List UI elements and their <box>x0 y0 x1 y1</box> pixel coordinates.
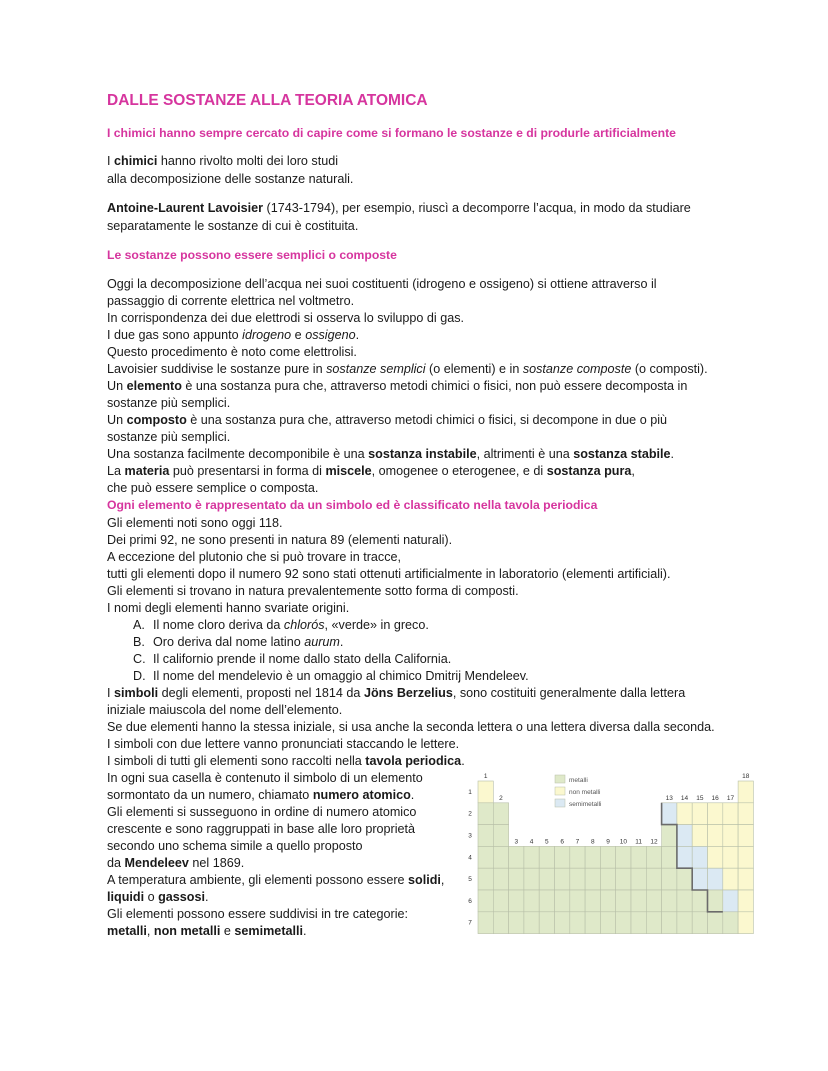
paragraph-line: Gli elementi si trovano in natura prevalentemente sotto forma di composti. <box>107 584 519 598</box>
paragraph-line: I simboli degli elementi, proposti nel 1814 da Jöns Berzelius, sono costituiti generalmente dalla lettera <box>107 686 686 700</box>
element-cell <box>600 912 615 934</box>
element-cell <box>509 912 524 934</box>
legend-label: non metalli <box>569 789 601 796</box>
period-label: 7 <box>468 919 472 927</box>
element-cell <box>692 803 707 825</box>
element-cell <box>708 868 723 890</box>
element-cell <box>509 890 524 912</box>
paragraph-line: che può essere semplice o composta. <box>107 481 319 495</box>
element-cell <box>723 803 738 825</box>
group-label: 1 <box>483 773 488 780</box>
period-label: 6 <box>468 897 472 905</box>
period-label: 4 <box>468 854 472 862</box>
paragraph-line: tutti gli elementi dopo il numero 92 sono stati ottenuti artificialmente in laboratorio (elementi artificiali). <box>107 567 671 581</box>
element-cell <box>631 846 646 868</box>
paragraph-line: In ogni sua casella è contenuto il simbolo di un elemento <box>107 771 423 785</box>
element-cell <box>662 803 677 825</box>
list-item: C. Il californio prende il nome dallo stato della California. <box>133 652 452 666</box>
paragraph-line: sostanze più semplici. <box>107 430 231 444</box>
paragraph-line: da Mendeleev nel 1869. <box>107 856 245 870</box>
element-cell <box>677 846 692 868</box>
period-label: 2 <box>468 810 472 818</box>
paragraph-line: sormontato da un numero, chiamato numero atomico. <box>107 788 415 802</box>
element-cell <box>570 912 585 934</box>
element-cell <box>708 890 723 912</box>
element-cell <box>616 846 631 868</box>
group-label: 18 <box>742 773 750 780</box>
element-cell <box>723 912 738 934</box>
element-cell <box>478 781 493 803</box>
paragraph-line: alla decomposizione delle sostanze naturali. <box>107 172 354 186</box>
paragraph-line: I simboli con due lettere vanno pronunciati staccando le lettere. <box>107 737 460 751</box>
element-cell <box>524 846 539 868</box>
element-cell <box>509 868 524 890</box>
element-cell <box>662 846 677 868</box>
element-cell <box>738 846 753 868</box>
element-cell <box>723 825 738 847</box>
group-label: 7 <box>575 838 580 846</box>
element-cell <box>539 912 554 934</box>
paragraph-line: A eccezione del plutonio che si può trovare in tracce, <box>107 550 402 564</box>
element-cell <box>524 912 539 934</box>
paragraph-line: liquidi o gassosi. <box>107 890 209 904</box>
element-cell <box>646 846 661 868</box>
periodic-table-diagram <box>460 770 760 935</box>
list-item: A. Il nome cloro deriva da chlorós, «verde» in greco. <box>133 618 429 632</box>
element-cell <box>555 868 570 890</box>
element-cell <box>708 912 723 934</box>
paragraph-line: I chimici hanno rivolto molti dei loro studi <box>107 154 339 168</box>
legend-label: semimetalli <box>569 801 602 808</box>
paragraph-line: metalli, non metalli e semimetalli. <box>107 924 307 938</box>
element-cell <box>692 912 707 934</box>
paragraph-line: passaggio di corrente elettrica nel voltmetro. <box>107 294 355 308</box>
group-label: 17 <box>726 794 735 802</box>
group-label: 13 <box>665 794 673 802</box>
group-label: 5 <box>545 838 549 846</box>
element-cell <box>677 825 692 847</box>
element-cell <box>646 912 661 934</box>
element-cell <box>539 846 554 868</box>
group-label: 15 <box>696 794 704 802</box>
element-cell <box>570 868 585 890</box>
group-label: 10 <box>619 838 627 846</box>
paragraph-line: I simboli di tutti gli elementi sono raccolti nella tavola periodica. <box>107 754 465 768</box>
paragraph-line: In corrispondenza dei due elettrodi si osserva lo sviluppo di gas. <box>107 311 465 325</box>
period-label: 1 <box>468 788 472 796</box>
element-cell <box>585 912 600 934</box>
element-cell <box>662 825 677 847</box>
element-cell <box>478 890 493 912</box>
element-cell <box>662 890 677 912</box>
paragraph-line: iniziale maiuscola del nome dell’elemento. <box>107 703 343 717</box>
element-cell <box>570 846 585 868</box>
element-cell <box>708 825 723 847</box>
element-cell <box>493 846 508 868</box>
group-label: 11 <box>635 838 643 846</box>
element-cell <box>478 912 493 934</box>
list-item: D. Il nome del mendelevio è un omaggio al chimico Dmitrij Mendeleev. <box>133 669 529 683</box>
element-cell <box>478 803 493 825</box>
element-cell <box>662 868 677 890</box>
group-label: 8 <box>590 838 595 846</box>
paragraph-line: Antoine-Laurent Lavoisier (1743-1794), per esempio, riuscì a decomporre l’acqua, in modo da studiare <box>107 201 691 215</box>
element-cell <box>738 803 753 825</box>
paragraph-line: Se due elementi hanno la stessa iniziale, si usa anche la seconda lettera o una lettera diversa dalla seconda. <box>107 720 715 734</box>
element-cell <box>662 912 677 934</box>
paragraph-line: Lavoisier suddivise le sostanze pure in sostanze semplici (o elementi) e in sostanze composte (o composti). <box>107 362 708 376</box>
paragraph-line: Gli elementi noti sono oggi 118. <box>107 516 283 530</box>
group-label: 6 <box>560 838 564 846</box>
paragraph-line: Dei primi 92, ne sono presenti in natura 89 (elementi naturali). <box>107 533 453 547</box>
group-label: 3 <box>514 838 519 846</box>
legend-swatch <box>555 775 565 783</box>
element-cell <box>692 868 707 890</box>
paragraph-line: Questo procedimento è noto come elettrolisi. <box>107 345 357 359</box>
element-cell <box>708 846 723 868</box>
element-cell <box>616 890 631 912</box>
period-label: 3 <box>468 832 472 840</box>
element-cell <box>646 868 661 890</box>
element-cell <box>600 890 615 912</box>
paragraph-line: Gli elementi si susseguono in ordine di numero atomico <box>107 805 417 819</box>
paragraph-line: crescente e sono raggruppati in base alle loro proprietà <box>107 822 416 836</box>
element-cell <box>677 803 692 825</box>
element-cell <box>708 803 723 825</box>
element-cell <box>585 890 600 912</box>
element-cell <box>585 868 600 890</box>
element-cell <box>524 890 539 912</box>
element-cell <box>677 868 692 890</box>
element-cell <box>539 868 554 890</box>
element-cell <box>616 868 631 890</box>
group-label: 4 <box>529 838 534 846</box>
paragraph-line: I due gas sono appunto idrogeno e ossigeno. <box>107 328 360 342</box>
legend-swatch <box>555 799 565 807</box>
element-cell <box>631 868 646 890</box>
element-cell <box>616 912 631 934</box>
section-heading-3: Ogni elemento è rappresentato da un simbolo ed è classificato nella tavola periodica <box>107 498 598 512</box>
group-label: 2 <box>499 794 503 802</box>
section-heading-2: Le sostanze possono essere semplici o composte <box>107 248 397 262</box>
element-cell <box>692 846 707 868</box>
element-cell <box>677 912 692 934</box>
group-label: 16 <box>711 794 719 802</box>
element-cell <box>555 890 570 912</box>
legend-swatch <box>555 787 565 795</box>
paragraph-line: Gli elementi possono essere suddivisi in tre categorie: <box>107 907 409 921</box>
element-cell <box>478 825 493 847</box>
element-cell <box>738 825 753 847</box>
section-heading-1: I chimici hanno sempre cercato di capire come si formano le sostanze e di produrle artificialmente <box>107 126 676 140</box>
element-cell <box>585 846 600 868</box>
group-label: 12 <box>650 838 658 846</box>
element-cell <box>493 803 508 825</box>
element-cell <box>723 868 738 890</box>
group-label: 9 <box>606 838 610 846</box>
element-cell <box>509 846 524 868</box>
legend-label: metalli <box>569 777 588 784</box>
element-cell <box>631 912 646 934</box>
element-cell <box>570 890 585 912</box>
element-cell <box>524 868 539 890</box>
element-cell <box>631 890 646 912</box>
group-label: 14 <box>680 794 689 802</box>
element-cell <box>692 890 707 912</box>
element-cell <box>493 890 508 912</box>
element-cell <box>738 890 753 912</box>
element-cell <box>738 912 753 934</box>
element-cell <box>692 825 707 847</box>
paragraph-line: La materia può presentarsi in forma di miscele, omogenee o eterogenee, e di sostanza pura, <box>107 464 635 478</box>
paragraph-line: I nomi degli elementi hanno svariate origini. <box>107 601 350 615</box>
element-cell <box>555 912 570 934</box>
element-cell <box>478 868 493 890</box>
paragraph-line: secondo uno schema simile a quello proposto <box>107 839 363 853</box>
paragraph-line: Una sostanza facilmente decomponibile è una sostanza instabile, altrimenti è una sostanza stabile. <box>107 447 675 461</box>
list-item: B. Oro deriva dal nome latino aurum. <box>133 635 344 649</box>
period-label: 5 <box>468 876 472 884</box>
element-cell <box>677 890 692 912</box>
paragraph-line: separatamente le sostanze di cui è costituita. <box>107 219 359 233</box>
element-cell <box>723 890 738 912</box>
paragraph-line: Oggi la decomposizione dell’acqua nei suoi costituenti (idrogeno e ossigeno) si ottiene attraverso il <box>107 277 657 291</box>
element-cell <box>493 912 508 934</box>
element-cell <box>478 846 493 868</box>
paragraph-line: Un composto è una sostanza pura che, attraverso metodi chimici o fisici, si decompone in due o più <box>107 413 667 427</box>
element-cell <box>600 846 615 868</box>
page-title: DALLE SOSTANZE ALLA TEORIA ATOMICA <box>107 92 428 109</box>
element-cell <box>555 846 570 868</box>
element-cell <box>493 868 508 890</box>
element-cell <box>723 846 738 868</box>
element-cell <box>539 890 554 912</box>
element-cell <box>738 781 753 803</box>
element-cell <box>738 868 753 890</box>
element-cell <box>600 868 615 890</box>
element-cell <box>646 890 661 912</box>
paragraph-line: Un elemento è una sostanza pura che, attraverso metodi chimici o fisici, non può essere decomposta in <box>107 379 688 393</box>
paragraph-line: sostanze più semplici. <box>107 396 231 410</box>
element-cell <box>493 825 508 847</box>
paragraph-line: A temperatura ambiente, gli elementi possono essere solidi, <box>107 873 445 887</box>
